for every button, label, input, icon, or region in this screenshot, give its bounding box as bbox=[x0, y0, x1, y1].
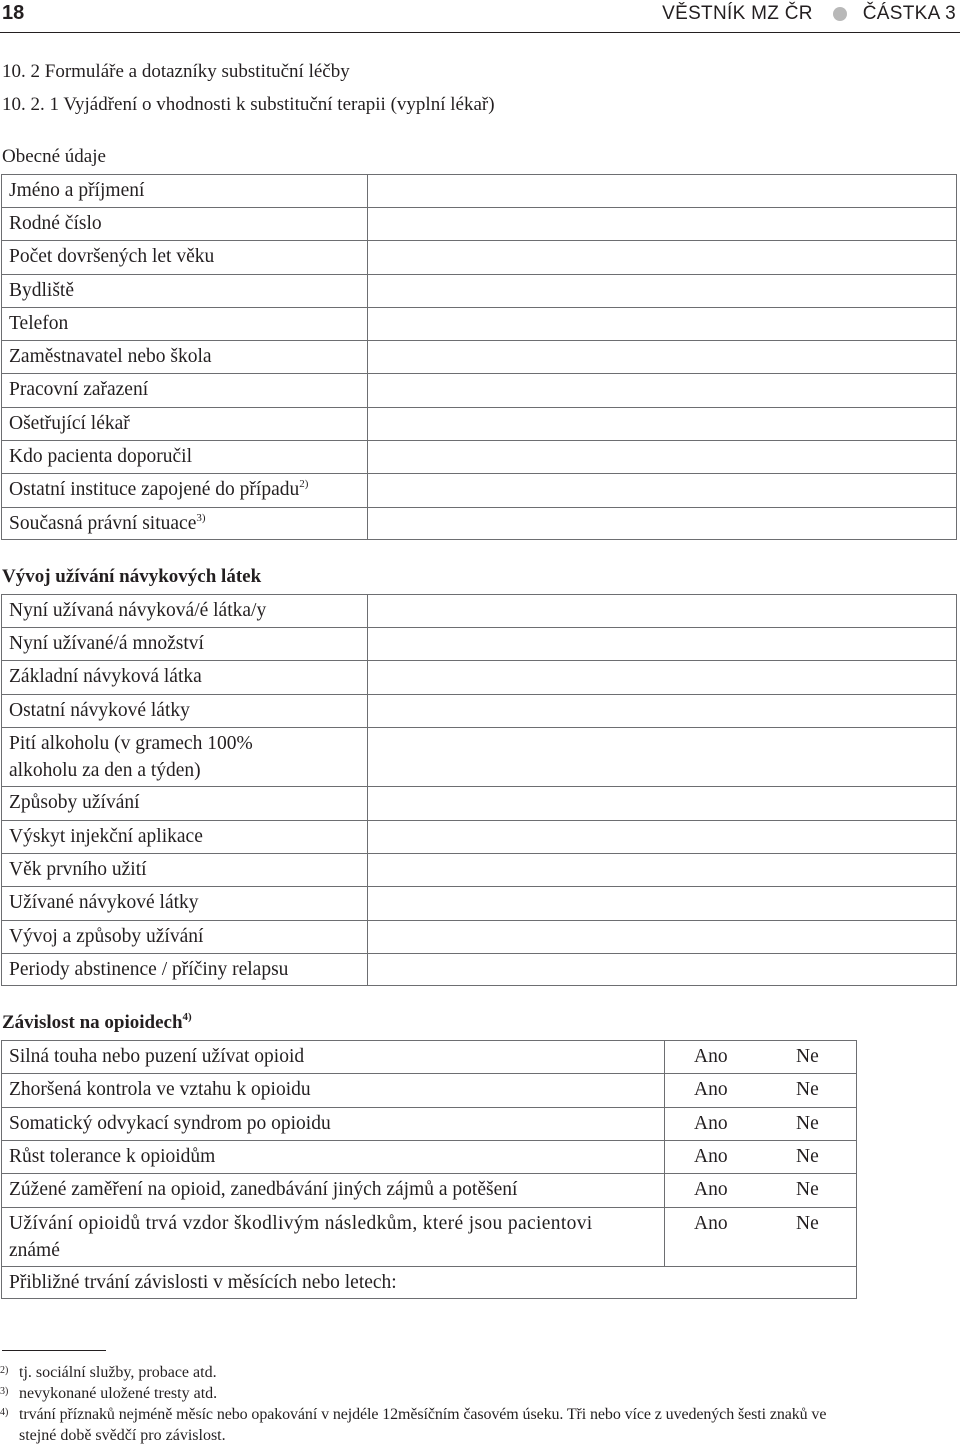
label-legal-situation: Současná právní situace$^{3)}$ bbox=[9, 512, 206, 534]
answer-no[interactable]: Ne bbox=[796, 1213, 819, 1234]
answer-yes[interactable]: Ano bbox=[694, 1213, 728, 1234]
label-other-substances: Ostatní návykové látky bbox=[9, 700, 190, 721]
journal-part: ČÁSTKA 3 bbox=[862, 3, 956, 24]
page-number: 18 bbox=[2, 2, 25, 24]
label-name: Jméno a příjmení bbox=[9, 180, 145, 201]
label-impaired-control: Zhoršená kontrola ve vztahu k opioidu bbox=[9, 1079, 311, 1100]
footnote-ref: 2) bbox=[299, 478, 309, 490]
journal-name: VĚSTNÍK MZ ČR bbox=[662, 3, 813, 24]
footnote: 2) tj. sociální služby, probace atd. bbox=[0, 1364, 217, 1381]
footnote: 3) nevykonané uložené tresty atd. bbox=[0, 1385, 218, 1402]
label-age: Počet dovršených let věku bbox=[9, 246, 215, 267]
footnote-ref: 3) bbox=[196, 512, 206, 524]
answer-no[interactable]: Ne bbox=[796, 1046, 819, 1067]
label-phone: Telefon bbox=[9, 313, 69, 334]
footnote: 4) trvání příznaků nejméně měsíc nebo opakování v nejdéle 12měsíčním časovém úseku. Tři nebo více z uvedených šesti znaků ve bbox=[0, 1406, 827, 1423]
label-abstinence: Periody abstinence / příčiny relapsu bbox=[9, 959, 289, 980]
label-job-position: Pracovní zařazení bbox=[9, 379, 149, 400]
label-harmful-use-line-2: známé bbox=[9, 1240, 60, 1261]
heading-forms: 10. 2 Formuláře a dotazníky substituční léčby bbox=[2, 61, 350, 82]
answer-no[interactable]: Ne bbox=[796, 1113, 819, 1134]
answer-yes[interactable]: Ano bbox=[694, 1046, 728, 1067]
usage-table-divider bbox=[367, 594, 368, 986]
header-rule bbox=[0, 32, 960, 33]
bullet-dot-icon bbox=[833, 7, 847, 21]
general-table-divider bbox=[367, 174, 368, 540]
label-current-amount: Nyní užívané/á množství bbox=[9, 633, 204, 654]
answer-yes[interactable]: Ano bbox=[694, 1146, 728, 1167]
journal-info bbox=[662, 3, 956, 25]
label-residence: Bydliště bbox=[9, 280, 75, 301]
label-other-institutions: Ostatní instituce zapojené do případu$^{2)}$ bbox=[9, 478, 309, 500]
label-withdrawal: Somatický odvykací syndrom po opioidu bbox=[9, 1113, 331, 1134]
label-craving: Silná touha nebo puzení užívat opioid bbox=[9, 1046, 305, 1067]
page-header bbox=[0, 0, 960, 34]
section-dependence-title: Závislost na opioidech$^{4)}$ bbox=[2, 1011, 192, 1033]
answer-yes[interactable]: Ano bbox=[694, 1179, 728, 1200]
label-injection: Výskyt injekční aplikace bbox=[9, 826, 203, 847]
answer-no[interactable]: Ne bbox=[796, 1146, 819, 1167]
label-duration: Přibližné trvání závislosti v měsících nebo letech: bbox=[9, 1272, 397, 1293]
label-narrowed-focus: Zúžené zaměření na opioid, zanedbávání jiných zájmů a potěšení bbox=[9, 1179, 518, 1200]
label-referrer: Kdo pacienta doporučil bbox=[9, 446, 193, 467]
label-alcohol-line-1: Pití alkoholu (v gramech 100% bbox=[9, 733, 253, 754]
section-usage-title: Vývoj užívání návykových látek bbox=[2, 566, 262, 587]
label-alcohol-line-2: alkoholu za den a týden) bbox=[9, 760, 201, 781]
label-usage-methods: Způsoby užívání bbox=[9, 792, 140, 813]
label-birth-number: Rodné číslo bbox=[9, 213, 102, 234]
label-harmful-use-line-1: Užívání opioidů trvá vzdor škodlivým následkům, které jsou pacientovi bbox=[9, 1213, 593, 1234]
answer-no[interactable]: Ne bbox=[796, 1079, 819, 1100]
label-primary-substance: Základní návyková látka bbox=[9, 666, 202, 687]
answer-no[interactable]: Ne bbox=[796, 1179, 819, 1200]
section-general-title: Obecné údaje bbox=[2, 146, 106, 167]
label-physician: Ošetřující lékař bbox=[9, 413, 130, 434]
answer-yes[interactable]: Ano bbox=[694, 1079, 728, 1100]
label-first-use-age: Věk prvního užití bbox=[9, 859, 147, 880]
label-used-substances: Užívané návykové látky bbox=[9, 892, 199, 913]
label-employer: Zaměstnavatel nebo škola bbox=[9, 346, 212, 367]
answer-yes[interactable]: Ano bbox=[694, 1113, 728, 1134]
label-usage-development: Vývoj a způsoby užívání bbox=[9, 926, 204, 947]
label-tolerance: Růst tolerance k opioidům bbox=[9, 1146, 216, 1167]
footnote: stejné době svědčí pro závislost. bbox=[19, 1427, 226, 1444]
footnote-ref: 4) bbox=[182, 1011, 192, 1023]
footnote-rule bbox=[2, 1350, 106, 1351]
heading-opinion: 10. 2. 1 Vyjádření o vhodnosti k substituční terapii (vyplní lékař) bbox=[2, 94, 495, 115]
label-current-substance: Nyní užívaná návyková/é látka/y bbox=[9, 600, 267, 621]
